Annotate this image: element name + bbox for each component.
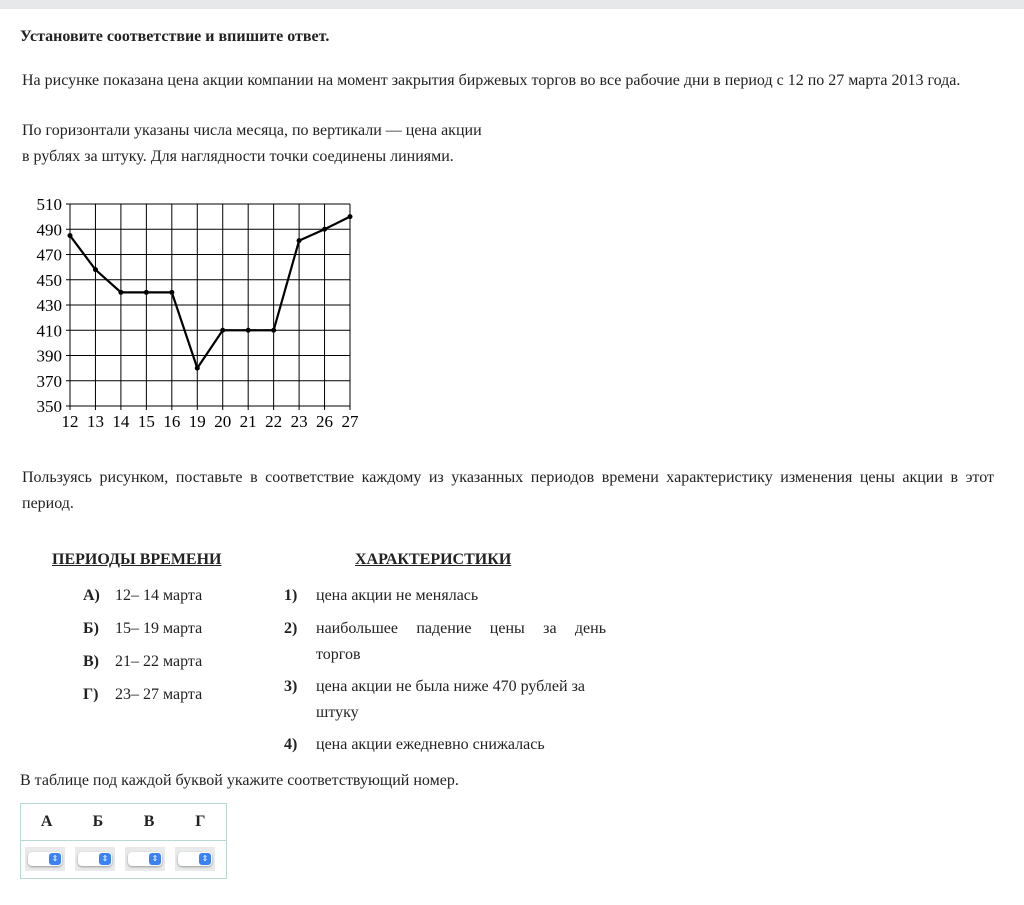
answer-col-b: Б bbox=[92, 813, 104, 830]
characteristic-4 bbox=[284, 732, 614, 758]
data-point bbox=[195, 366, 200, 371]
char-key: 3) bbox=[284, 678, 298, 695]
x-tick-label: 15 bbox=[137, 412, 155, 431]
period-text: 12– 14 марта bbox=[115, 587, 203, 604]
data-point bbox=[144, 290, 149, 295]
char-key: 2) bbox=[284, 620, 298, 637]
y-tick-label: 510 bbox=[36, 195, 62, 214]
data-point bbox=[118, 290, 123, 295]
task-title: Установите соответствие и впишите ответ. bbox=[20, 28, 330, 45]
data-point bbox=[93, 267, 98, 272]
period-key: Б) bbox=[83, 620, 99, 637]
answer-table bbox=[20, 803, 227, 879]
y-tick-label: 410 bbox=[36, 321, 62, 341]
periods-header: ПЕРИОДЫ ВРЕМЕНИ bbox=[52, 551, 222, 568]
char-text: цена акции не была ниже 470 рублей за штуку bbox=[316, 678, 585, 721]
char-text: цена акции ежедневно снижалась bbox=[316, 736, 545, 753]
char-key: 1) bbox=[284, 587, 298, 604]
data-point bbox=[169, 290, 174, 295]
y-tick-label: 450 bbox=[36, 270, 62, 290]
answer-col-a: А bbox=[40, 813, 53, 830]
answer-select-b[interactable] bbox=[75, 847, 115, 871]
intro-text: По горизонтали указаны числа месяца, по вертикали — цена акции bbox=[22, 122, 482, 139]
period-key: А) bbox=[83, 587, 100, 604]
x-tick-label: 12 bbox=[61, 412, 79, 431]
data-point bbox=[297, 238, 302, 243]
data-point bbox=[220, 328, 225, 333]
x-tick-label: 20 bbox=[214, 412, 232, 431]
x-tick-label: 14 bbox=[112, 412, 130, 431]
data-point bbox=[348, 214, 353, 219]
char-text: цена акции не менялась bbox=[316, 587, 479, 604]
period-g bbox=[83, 682, 202, 708]
characteristic-3 bbox=[284, 674, 606, 726]
answer-select-a[interactable] bbox=[25, 847, 65, 871]
period-b bbox=[83, 616, 202, 642]
price-line bbox=[70, 217, 350, 369]
answer-select-v[interactable] bbox=[125, 847, 165, 871]
period-text: 23– 27 марта bbox=[115, 686, 203, 703]
y-tick-label: 470 bbox=[36, 245, 62, 265]
y-tick-label: 390 bbox=[36, 346, 62, 366]
x-tick-label: 22 bbox=[265, 412, 283, 431]
x-tick-label: 16 bbox=[163, 412, 181, 431]
period-key: В) bbox=[83, 653, 99, 670]
y-tick-label: 490 bbox=[36, 220, 62, 240]
intro-text: в рублях за штуку. Для наглядности точки соединены линиями. bbox=[22, 148, 454, 165]
data-point bbox=[246, 328, 251, 333]
x-tick-label: 27 bbox=[341, 412, 359, 431]
period-text: 21– 22 марта bbox=[115, 653, 203, 670]
char-text: наибольшее падение цены за день торгов bbox=[316, 620, 606, 663]
x-tick-label: 23 bbox=[290, 412, 308, 431]
intro-text: На рисунке показана цена акции компании на момент закрытия биржевых торгов во все рабочие дни в период с 12 по 27 марта 2013 года. bbox=[22, 72, 961, 89]
select-arrows-icon: ⇕ bbox=[49, 853, 61, 865]
y-tick-label: 370 bbox=[36, 371, 62, 391]
answer-col-v: В bbox=[143, 813, 155, 830]
select-arrows-icon: ⇕ bbox=[199, 853, 211, 865]
x-tick-label: 26 bbox=[316, 412, 334, 431]
x-tick-label: 19 bbox=[188, 412, 206, 431]
table-note: В таблице под каждой буквой укажите соответствующий номер. bbox=[20, 772, 459, 789]
char-key: 4) bbox=[284, 736, 298, 753]
data-point bbox=[322, 227, 327, 232]
data-point bbox=[68, 233, 73, 238]
period-text: 15– 19 марта bbox=[115, 620, 203, 637]
select-arrows-icon: ⇕ bbox=[149, 853, 161, 865]
instruction-text: Пользуясь рисунком, поставьте в соответствие каждому из указанных периодов времени характеристику изменения цены акции в этот период. bbox=[22, 469, 994, 512]
characteristics-header: ХАРАКТЕРИСТИКИ bbox=[355, 551, 512, 568]
period-key: Г) bbox=[83, 686, 99, 703]
period-a bbox=[83, 583, 202, 609]
period-v bbox=[83, 649, 202, 675]
price-chart bbox=[0, 190, 380, 440]
characteristic-1 bbox=[284, 583, 614, 609]
x-tick-label: 21 bbox=[239, 412, 257, 431]
data-point bbox=[271, 328, 276, 333]
top-bar bbox=[0, 0, 1024, 9]
select-arrows-icon: ⇕ bbox=[99, 853, 111, 865]
x-tick-label: 13 bbox=[86, 412, 104, 431]
y-tick-label: 350 bbox=[36, 397, 62, 416]
y-tick-label: 430 bbox=[36, 296, 62, 315]
answer-select-g[interactable] bbox=[175, 847, 215, 871]
answer-col-g: Г bbox=[195, 813, 206, 830]
characteristic-2 bbox=[284, 616, 606, 668]
